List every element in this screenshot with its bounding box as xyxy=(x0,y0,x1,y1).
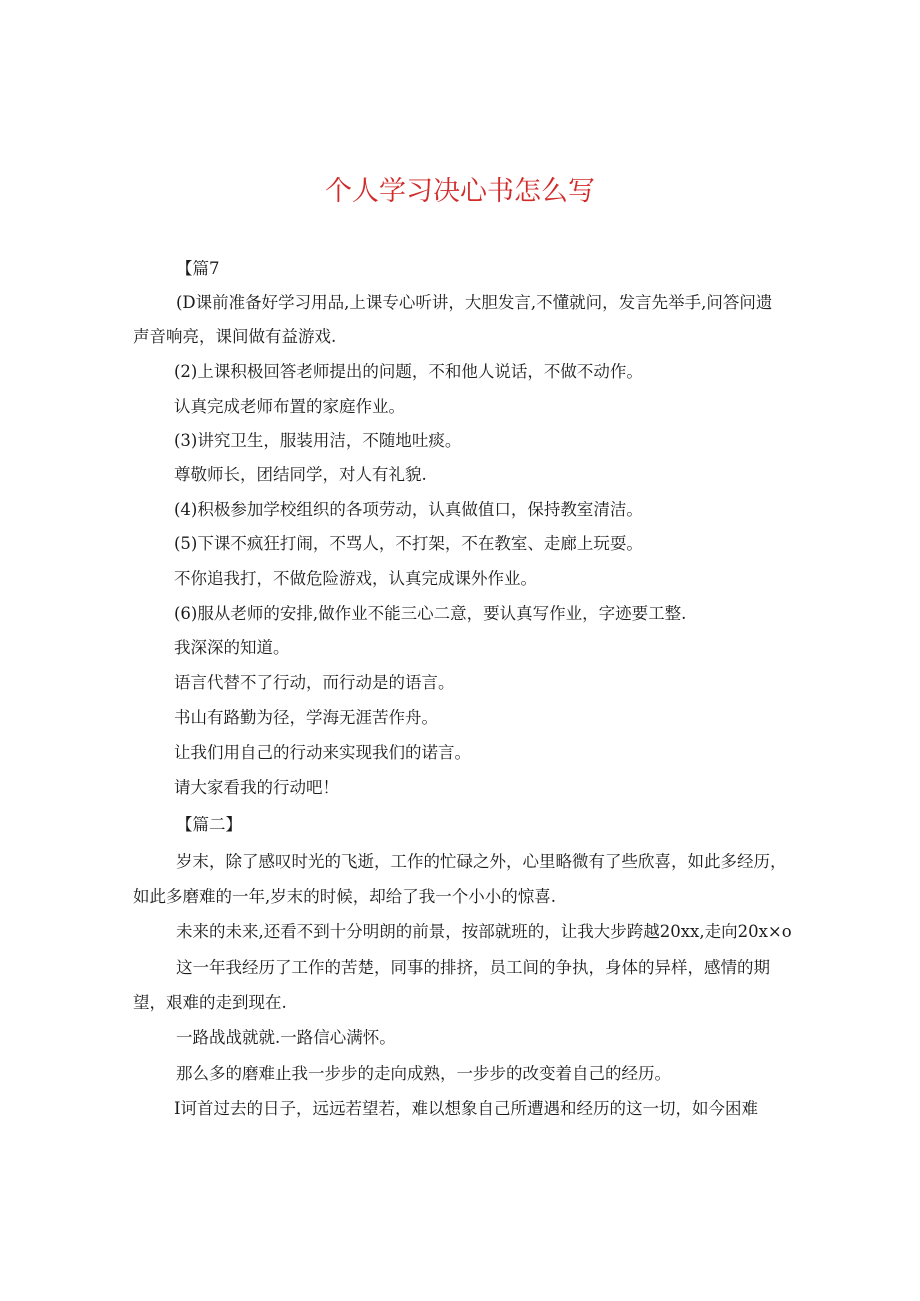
item2: (2)上课积极回答老师提出的问题，不和他人说话，不做不动作。 xyxy=(174,362,643,381)
s2-para5: 那么多的磨难止我一步步的走向成熟，一步步的改变着自己的经历。 xyxy=(176,1064,671,1083)
s2-para3-line1: 这一年我经历了工作的苦楚，同事的排挤，员工间的争执，身体的异样，感情的期 xyxy=(176,958,770,977)
s2-para1-line1: 岁末，除了感叹时光的飞逝，工作的忙碌之外，心里略微有了些欣喜，如此多经历， xyxy=(176,852,787,871)
item3b: 尊敬师长，团结同学，对人有礼貌. xyxy=(174,465,427,484)
section2-heading: 【篇二】 xyxy=(176,815,242,834)
item1-line1: (D课前准备好学习用品,上课专心听讲，大胆发言,不懂就问，发言先举手,问答问遗 xyxy=(176,293,773,312)
paragraph-5: 请大家看我的行动吧！ xyxy=(174,778,339,797)
s2-para4: 一路战战就就.一路信心满怀。 xyxy=(176,1028,396,1047)
s2-para6: I诃首过去的日子，远远若望若，难以想象自己所遭遇和经历的这一切，如今困难 xyxy=(174,1099,759,1118)
item2b: 认真完成老师布置的家庭作业。 xyxy=(174,397,405,416)
section1-heading: 【篇7 xyxy=(176,259,220,278)
s2-para2: 未来的未来,还看不到十分明朗的前景，按部就班的，让我大步跨越20xx,走向20x×o xyxy=(176,922,792,941)
document-title: 个人学习决心书怎么写 xyxy=(325,176,595,207)
item4: (4)积极参加学校组织的各项劳动，认真做值口，保持教室清洁。 xyxy=(174,500,643,519)
item6: (6)服从老师的安排,做作业不能三心二意，要认真写作业，字迹要工整. xyxy=(174,604,687,623)
s2-para3-line2: 望，艰难的走到现在. xyxy=(133,993,287,1012)
s2-para1-line2: 如此多磨难的一年,岁末的时候，却给了我一个小小的惊喜. xyxy=(133,887,556,906)
item1-line2: 声音响亮，课间做有益游戏. xyxy=(133,327,337,346)
paragraph-2: 语言代替不了行动，而行动是的语言。 xyxy=(174,673,455,692)
paragraph-3: 书山有路勤为径，学海无涯苦作舟。 xyxy=(174,708,438,727)
item5b: 不你追我打，不做危险游戏，认真完成课外作业。 xyxy=(174,569,537,588)
item5: (5)下课不疯狂打闹，不骂人，不打架，不在教室、走廊上玩耍。 xyxy=(174,534,643,553)
paragraph-1: 我深深的知道。 xyxy=(174,638,290,657)
item3: (3)讲究卫生，服装用洁，不随地吐痰。 xyxy=(174,431,462,450)
paragraph-4: 让我们用自己的行动来实现我们的诺言。 xyxy=(174,743,471,762)
